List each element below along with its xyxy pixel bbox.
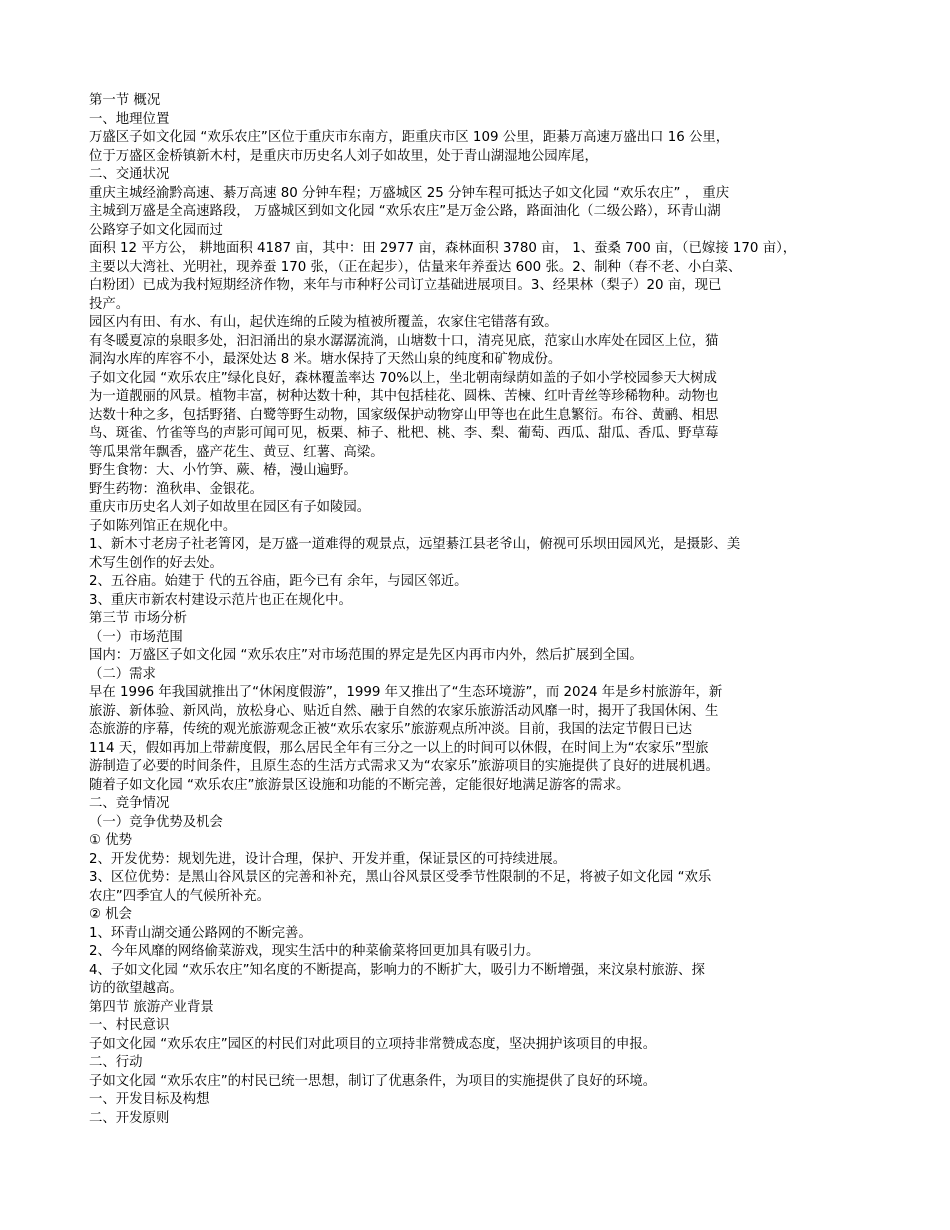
text-line: 面积 12 平方公， 耕地面积 4187 亩，其中：田 2977 亩，森林面积 3780 亩， 1、蚕桑 700 亩，（已嫁接 170 亩），: [89, 241, 797, 256]
text-line: 有冬暖夏凉的泉眼多处，汩汩涌出的泉水潺潺流淌，山塘数十口，清亮见底，范家山水库处在园区上位，猫: [89, 333, 719, 349]
text-line: 野生食物：大、小竹笋、蕨、椿，漫山遍野。: [89, 463, 357, 478]
text-line: 公路穿子如文化园而过: [89, 222, 223, 238]
text-line: （二）需求: [89, 666, 156, 682]
text-line: 第一节 概况: [89, 93, 161, 108]
text-line: 3、区位优势：是黑山谷风景区的完善和补充，黑山谷风景区受季节性限制的不足，将被子如文化园 “欢乐: [89, 870, 712, 885]
text-line: 二、竞争情况: [89, 796, 170, 811]
text-line: 一、村民意识: [89, 1018, 170, 1033]
text-line: 子如文化园 “欢乐农庄”的村民已统一思想，制订了优惠条件，为项目的实施提供了良好的环境。: [89, 1073, 657, 1089]
text-line: 投产。: [89, 296, 130, 312]
document-page: [89, 92, 869, 1128]
text-line: 第四节 旅游产业背景: [89, 999, 214, 1015]
text-line: 鸟、斑雀、竹雀等鸟的声影可闻可见，板栗、柿子、枇杷、桃、李、梨、葡萄、西瓜、甜瓜、香瓜、野草莓: [89, 426, 719, 441]
text-line: 子如文化园 “欢乐农庄”绿化良好，森林覆盖率达 70%以上，坐北朝南绿荫如盖的子如小学校园参天大树成: [89, 370, 717, 386]
text-line: 2、五谷庙。始建于 代的五谷庙，距今已有 余年，与园区邻近。: [89, 574, 468, 589]
text-line: 白粉团）已成为我村短期经济作物，来年与市种籽公司订立基础进展项目。3、经果林（梨子）20 亩，现已: [89, 278, 722, 293]
text-line: 3、重庆市新农村建设示范片也正在规化中。: [89, 592, 352, 608]
text-line: 一、地理位置: [89, 111, 170, 127]
text-line: 早在 1996 年我国就推出了“休闲度假游”，1999 年又推出了“生态环境游”，而 2024 年是乡村旅游年，新: [89, 685, 723, 700]
text-line: 114 天，假如再加上带薪度假，那么居民全年有三分之一以上的时间可以休假，在时间上为“农家乐”型旅: [89, 740, 709, 756]
text-line: 随着子如文化园 “欢乐农庄”旅游景区设施和功能的不断完善，定能很好地满足游客的需求。: [89, 777, 630, 793]
text-line: 为一道靓丽的风景。植物丰富，树种达数十种，其中包括桂花、圆株、苦楝、红叶青丝等珍稀物种。动物也: [89, 389, 719, 404]
text-line: 4、子如文化园 “欢乐农庄”知名度的不断提高，影响力的不断扩大，吸引力不断增强，来汶泉村旅游、探: [89, 962, 705, 978]
text-line: 主城到万盛是全高速路段， 万盛城区到如文化园 “欢乐农庄”是万金公路，路面油化（二级公路），环青山湖: [89, 204, 721, 219]
text-line: 农庄”四季宜人的气候所补充。: [89, 888, 271, 904]
text-line: 国内：万盛区子如文化园 “欢乐农庄”对市场范围的界定是先区内再市内外，然后扩展到全国。: [89, 648, 643, 663]
text-line: 重庆主城经渝黔高速、綦万高速 80 分钟车程；万盛城区 25 分钟车程可抵达子如文化园 “欢乐农庄” ， 重庆: [89, 185, 730, 201]
text-line: 等瓜果常年飘香，盛产花生、黄豆、红薯、高梁。: [89, 444, 384, 460]
text-line: （一）市场范围: [89, 629, 183, 645]
text-line: 态旅游的序幕，传统的观光旅游观念正被“欢乐农家乐”旅游观点所冲淡。目前，我国的法定节假日已达: [89, 722, 693, 737]
text-line: 游制造了必要的时间条件，且原生态的生活方式需求又为“农家乐”旅游项目的实施提供了良好的进展机遇。: [89, 759, 719, 774]
text-line: 子如文化园 “欢乐农庄”园区的村民们对此项目的立项持非常赞成态度，坚决拥护该项目的申报。: [89, 1036, 657, 1052]
text-line: 二、开发原则: [89, 1110, 170, 1126]
text-line: 达数十种之多，包括野猪、白鹭等野生动物，国家级保护动物穿山甲等也在此生息繁衍。布谷、黄鹂、相思: [89, 407, 719, 423]
text-line: 子如陈列馆正在规化中。: [89, 518, 237, 534]
text-line: 2、今年风靡的网络偷菜游戏，现实生活中的种菜偷菜将回更加具有吸引力。: [89, 944, 540, 959]
text-line: 一、开发目标及构想: [89, 1092, 210, 1107]
text-line: （一）竞争优势及机会: [89, 814, 223, 830]
text-line: 二、行动: [89, 1055, 143, 1070]
text-line: 园区内有田、有水、有山，起伏连绵的丘陵为植被所覆盖，农家住宅错落有致。: [89, 315, 558, 330]
text-line: 二、交通状况: [89, 167, 170, 182]
text-line: 野生药物：渔秋串、金银花。: [89, 481, 264, 497]
text-line: 1、环青山湖交通公路网的不断完善。: [89, 925, 312, 941]
text-line: 万盛区子如文化园 “欢乐农庄”区位于重庆市东南方，距重庆市区 109 公里，距綦万高速万盛出口 16 公里，: [89, 130, 730, 145]
text-line: 访的欲望越高。: [89, 981, 183, 996]
text-line: 2、开发优势：规划先进，设计合理，保护、开发并重，保证景区的可持续进展。: [89, 851, 567, 867]
text-line: 术写生创作的好去处。: [89, 555, 223, 571]
text-line: 旅游、新体验、新风尚，放松身心、贴近自然、融于自然的农家乐旅游活动风靡一时，揭开了我国休闲、生: [89, 703, 719, 719]
text-line: 1、新木寸老房子社老箐冈，是万盛一道难得的观景点，远望綦江县老爷山，俯视可乐坝田园风光，是摄影、美: [89, 537, 741, 552]
text-line: 洞沟水库的库容不小，最深处达 8 米。塘水保持了天然山泉的纯度和矿物成份。: [89, 352, 562, 367]
text-line: 位于万盛区金桥镇新木村，是重庆市历史名人刘子如故里，处于青山湖湿地公园库尾，: [89, 148, 598, 164]
text-line: ② 机会: [89, 907, 133, 922]
text-line: 第三节 市场分析: [89, 611, 187, 626]
text-line: 主要以大湾社、光明社，现养蚕 170 张，（正在起步），估量来年养蚕达 600 张。2、制种（春不老、小白菜、: [89, 259, 742, 275]
text-line: 重庆市历史名人刘子如故里在园区有子如陵园。: [89, 500, 371, 515]
text-line: ① 优势: [89, 833, 133, 848]
